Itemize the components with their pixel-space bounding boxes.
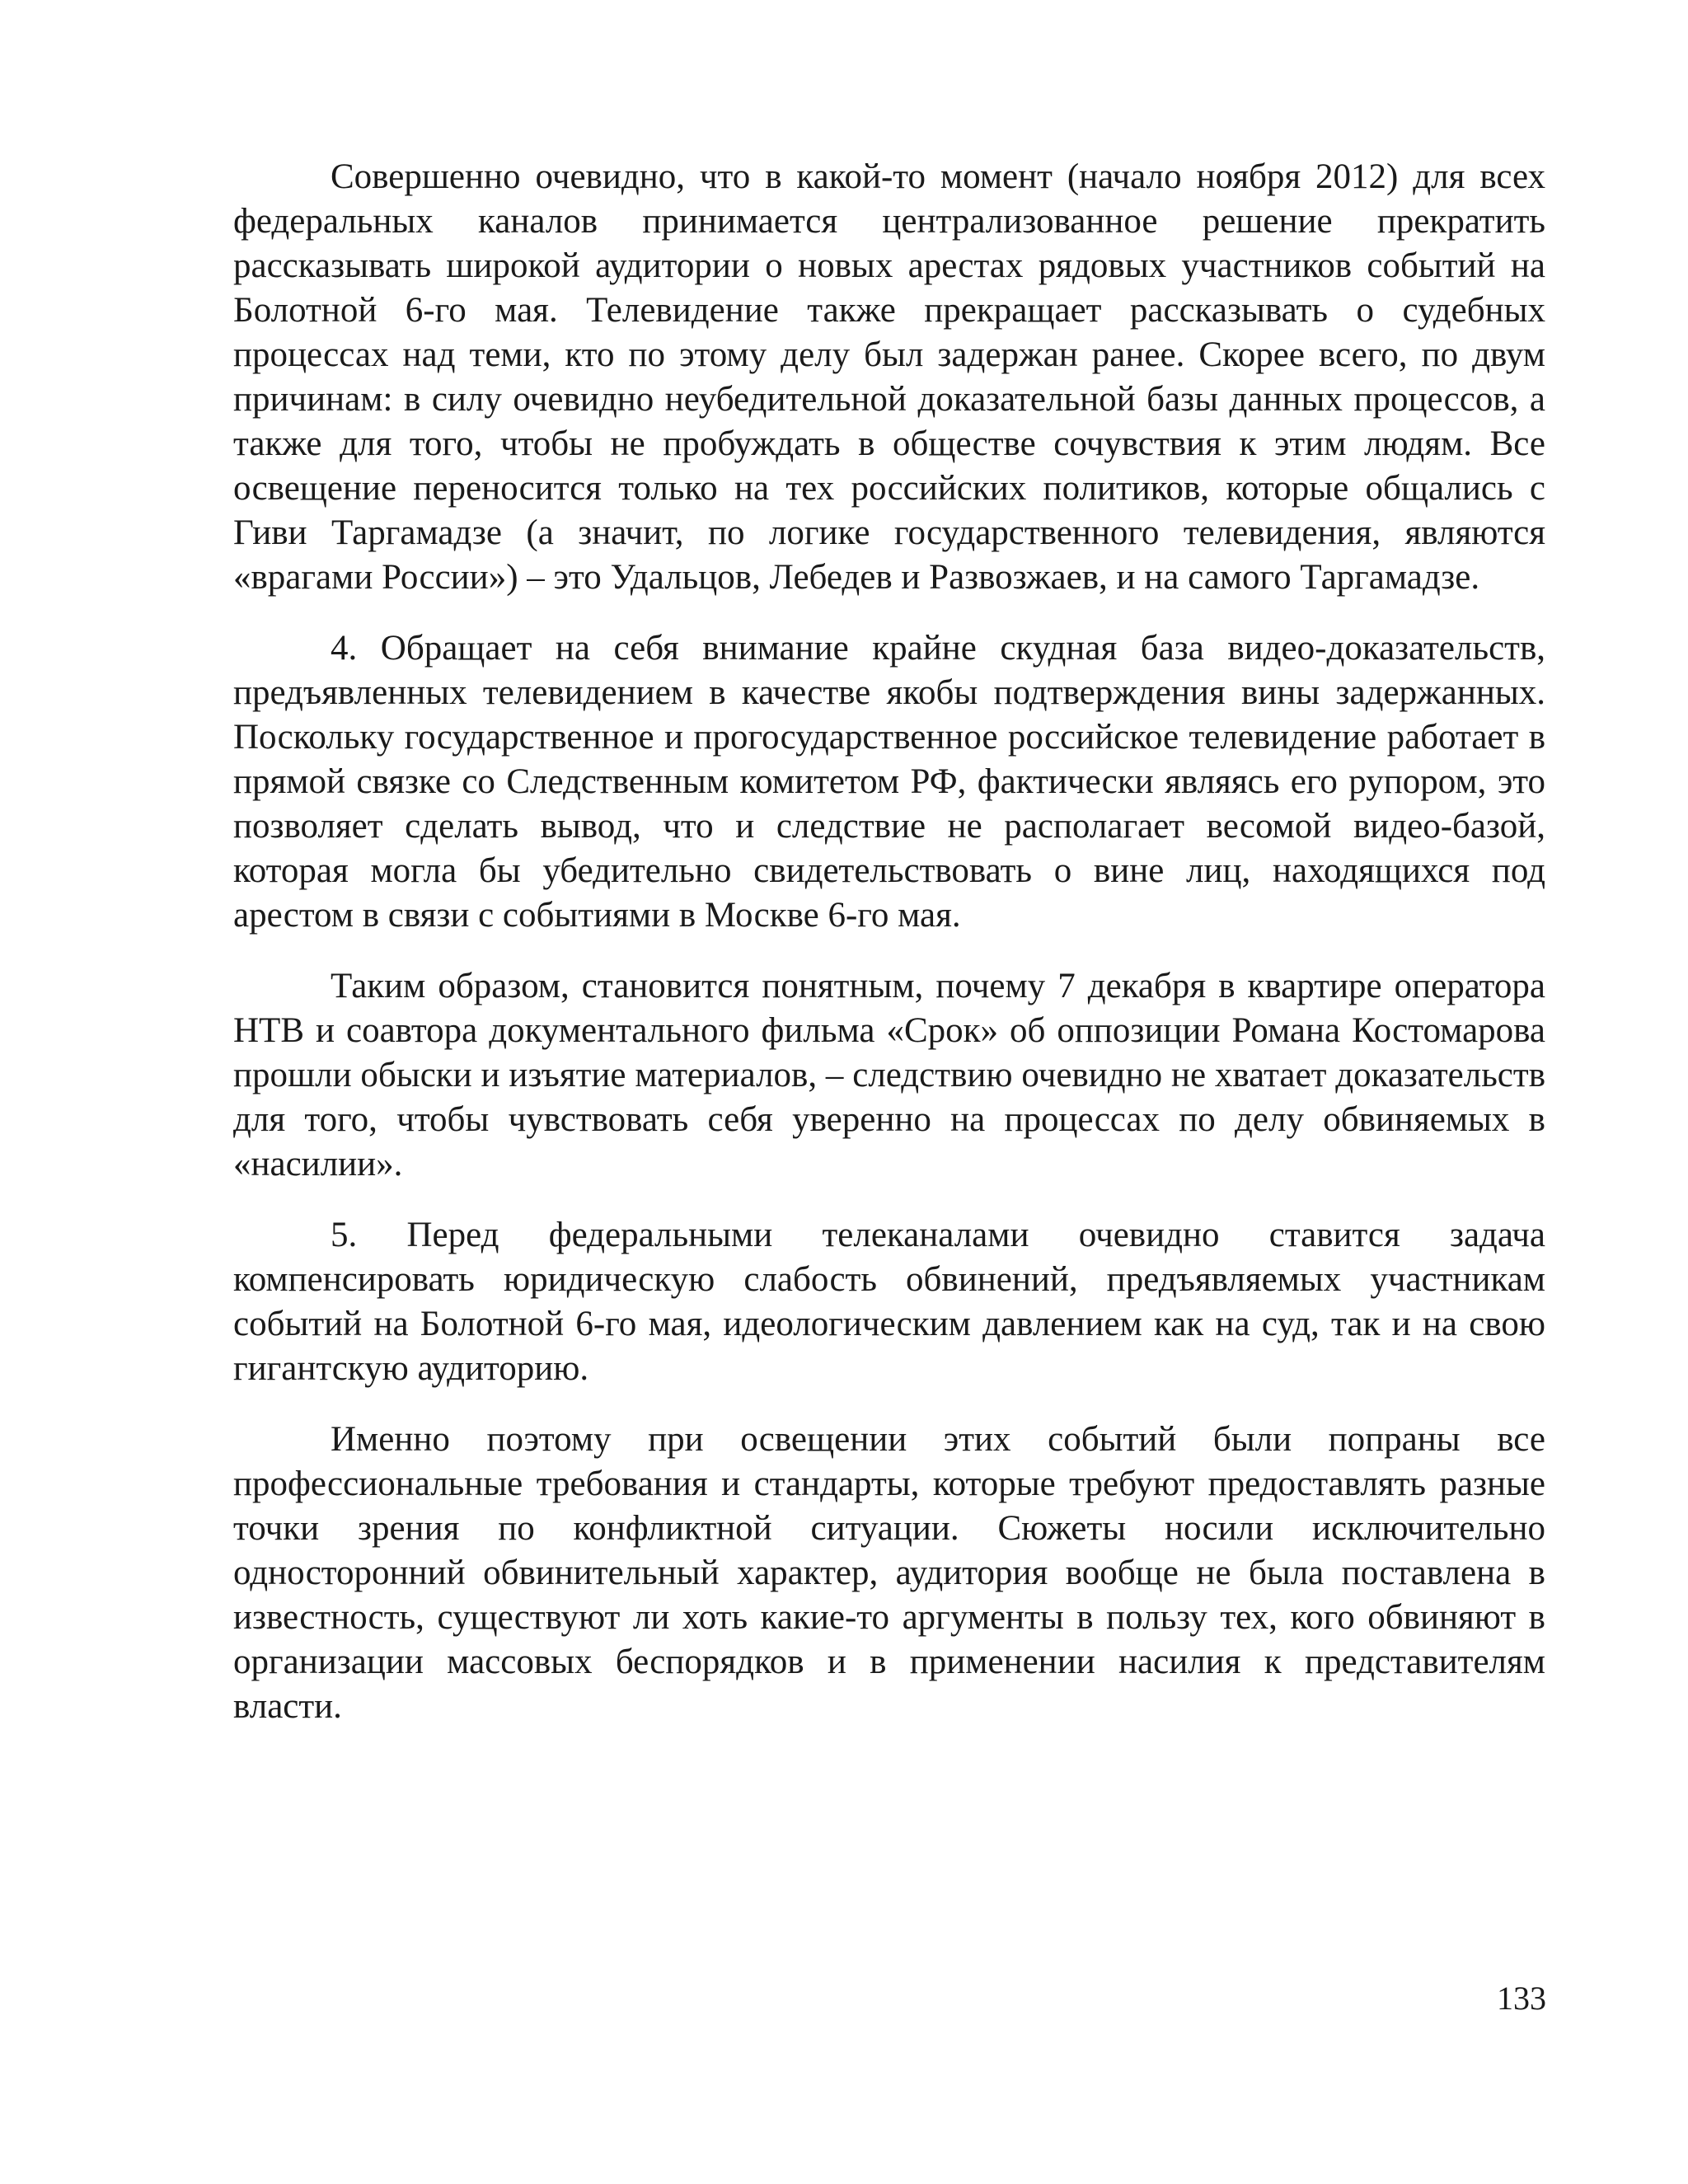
paragraph-1: Совершенно очевидно, что в какой-то момент (начало ноября 2012) для всех федеральных каналов принимается централизованное решение прекратить рассказывать широкой аудитории о новых арестах рядовых участников событий на Болотной 6-го мая. Телевидение также прекращает рассказывать о судебных процессах над теми, кто по этому делу был задержан ранее. Скорее всего, по двум причинам: в силу очевидно неубедительной доказательной базы данных процессов, а также для того, чтобы не пробуждать в обществе сочувствия к этим людям. Все освещение переносится только на тех российских политиков, которые общались с Гиви Таргамадзе (а значит, по логике государственного телевидения, являются «врагами России») – это Удальцов, Лебедев и Развозжаев, и на самого Таргамадзе. <box>233 157 1545 597</box>
paragraph-5: Именно поэтому при освещении этих событий были попраны все профессиональные требования и стандарты, которые требуют предоставлять разные точки зрения по конфликтной ситуации. Сюжеты носили исключительно односторонний обвинительный характер, аудитория вообще не была поставлена в известность, существуют ли хоть какие-то аргументы в пользу тех, кого обвиняют в организации массовых беспорядков и в применении насилия к представителям власти. <box>233 1420 1545 1726</box>
paragraph-3: Таким образом, становится понятным, почему 7 декабря в квартире оператора НТВ и соавтора документального фильма «Срок» об оппозиции Романа Костомарова прошли обыски и изъятие материалов, – следствию очевидно не хватает доказательств для того, чтобы чувствовать себя уверенно на процессах по делу обвиняемых в «насилии». <box>233 967 1545 1183</box>
paragraph-2: 4. Обращает на себя внимание крайне скудная база видео-доказательств, предъявленных телевидением в качестве якобы подтверждения вины задержанных. Поскольку государственное и прогосударственное российское телевидение работает в прямой связке со Следственным комитетом РФ, фактически являясь его рупором, это позволяет сделать вывод, что и следствие не располагает весомой видео-базой, которая могла бы убедительно свидетельствовать о вине лиц, находящихся под арестом в связи с событиями в Москве 6-го мая. <box>233 629 1545 935</box>
body-text <box>233 155 1545 1755</box>
paragraph-4: 5. Перед федеральными телеканалами очевидно ставится задача компенсировать юридическую слабость обвинений, предъявляемых участникам событий на Болотной 6-го мая, идеологическим давлением как на суд, так и на свою гигантскую аудиторию. <box>233 1216 1545 1388</box>
page-number: 133 <box>1497 1980 1546 2017</box>
